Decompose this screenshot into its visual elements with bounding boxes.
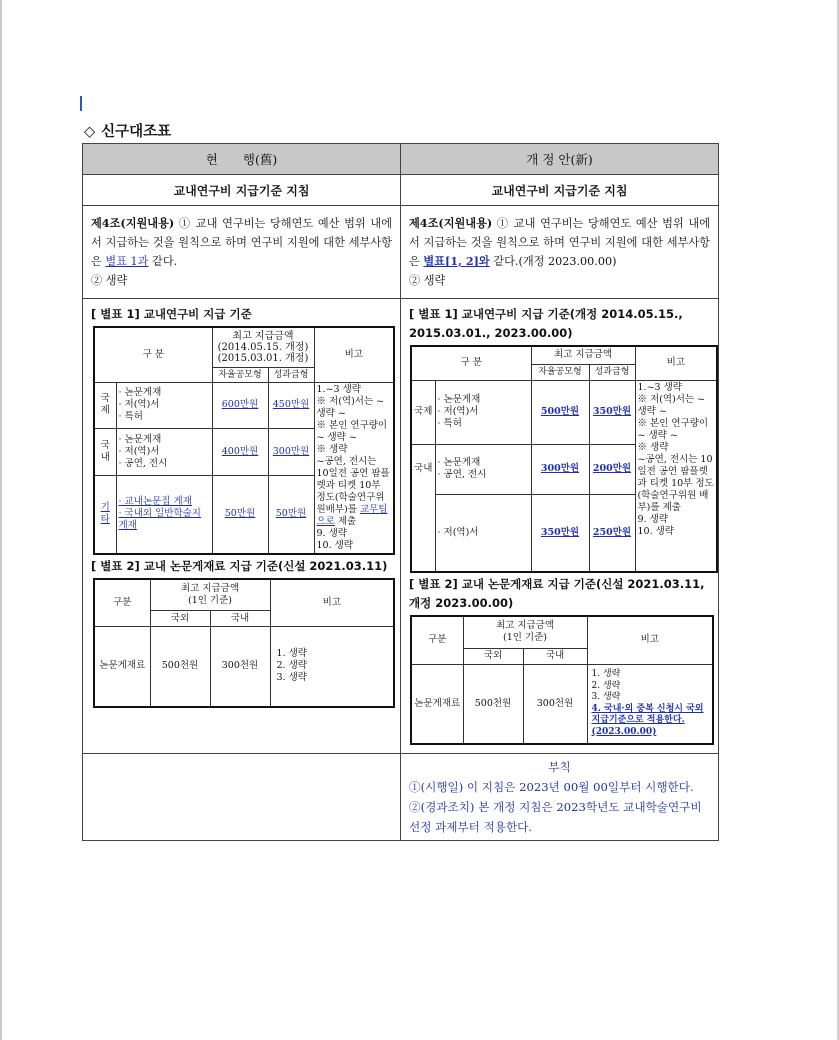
- col-gubun: 구 분: [411, 346, 531, 380]
- header-revised: 개 정 안(新): [401, 144, 719, 175]
- amount-b: 50만원: [268, 476, 314, 554]
- notes-revised: 1.~3 생략 ※ 저(역)서는 ~ 생략 ~ ※ 본인 연구량이 ~ 생략 ~ ※ 생략 ~공연, 전시는 10일전 공연 팜플렛과 티켓 10부 정도(학술연구위원 배부)를 제출 9. 생략 10. 생략: [635, 380, 717, 572]
- appendix-current-cell: [83, 299, 401, 754]
- per-person-label: (1인 기준): [187, 594, 232, 606]
- page-left-edge: [0, 0, 2, 1040]
- article-text: ① 교내 연구비는 당해연도 예산 범위 내에서 지급하는 것을 원칙으로 하며 연구비 지원에 대한 세부사항은: [409, 217, 710, 268]
- appendix-link[interactable]: 별표[1, 2]와: [423, 254, 490, 268]
- max-amount-label: 최고 지급금액: [495, 620, 555, 632]
- appendix2-table-revised: [410, 615, 714, 745]
- article-text: ① 교내 연구비는 당해연도 예산 범위 내에서 지급하는 것을 원칙으로 하며 연구비 지원에 대한 세부사항은: [91, 217, 392, 268]
- per-person-label: (1인 기준): [502, 632, 547, 644]
- article-title: 제4조(지원내용): [409, 216, 493, 230]
- col-max-amount: 최고 지급금액: [531, 346, 635, 364]
- row-category: 국제: [94, 382, 116, 429]
- amount-a: 50만원: [212, 476, 268, 554]
- article-current-cell: [83, 206, 401, 299]
- comparison-table: [82, 143, 719, 841]
- appendix2-caption: [ 별표 2] 교내 논문게재료 지급 기준(신설 2021.03.11): [91, 558, 388, 573]
- addendum-title: 부칙: [548, 760, 571, 774]
- row-items: · 저(역)서: [435, 494, 531, 572]
- appendix1-caption: [ 별표 1] 교내연구비 지급 기준(개정 2014.05.15., 2015.03.01., 2023.00.00): [409, 307, 683, 340]
- revision-note-1: (2014.05.15. 개정): [217, 341, 309, 353]
- notes: [587, 664, 713, 744]
- amount-a: 400만원: [212, 429, 268, 476]
- amount-foreign: 500천원: [463, 664, 523, 744]
- row-category: 국제: [411, 380, 435, 444]
- row-label: 논문게재료: [411, 664, 463, 744]
- new-note-4: 4. 국내·외 중복 신청시 국외 지급기준으로 적용한다.(2023.00.00): [591, 703, 704, 737]
- col-max-amount: [150, 579, 270, 611]
- col-type-a: 자율공모형: [531, 364, 589, 380]
- row-items: · 논문게재 · 저(역)서 · 공연, 전시: [116, 429, 212, 476]
- amount-a: 350만원: [531, 494, 589, 572]
- appendix2-table-current: [93, 578, 395, 708]
- col-max-amount: [463, 616, 587, 648]
- amount-domestic: 300천원: [210, 627, 270, 707]
- amount-a: 300만원: [531, 444, 589, 494]
- article-text-end: 같다.: [148, 255, 178, 268]
- section-heading: [84, 120, 171, 141]
- col-type-b: 성과급형: [589, 364, 635, 380]
- amount-b: 200만원: [589, 444, 635, 494]
- addendum-current-empty: [83, 754, 401, 841]
- col-bigo: 비고: [270, 579, 394, 627]
- appendix2-caption: [ 별표 2] 교내 논문게재료 지급 기준(신설 2021.03.11, 개정 2023.00.00): [409, 577, 705, 610]
- amount-a: 500만원: [531, 380, 589, 444]
- revision-note-2: (2015.03.01. 개정): [217, 352, 309, 364]
- addendum-cell: [401, 754, 719, 841]
- note-text-end: 제출 9. 생략 10. 생략: [316, 515, 357, 551]
- col-gubun: 구분: [94, 579, 150, 627]
- appendix-link[interactable]: 별표 1과: [105, 255, 149, 268]
- notes: 1. 생략 2. 생략 3. 생략: [270, 627, 394, 707]
- row-category: 국내: [94, 429, 116, 476]
- max-amount-label: 최고 지급금액: [232, 330, 294, 342]
- row-items: · 논문게재 · 공연, 전시: [435, 444, 531, 494]
- col-bigo: 비고: [314, 327, 394, 382]
- addendum-p1: ①(시행일) 이 지침은 2023년 00월 00일부터 시행한다.: [409, 780, 694, 794]
- article-revised: [401, 206, 718, 298]
- note-link[interactable]: 교무팀으로: [316, 503, 388, 527]
- appendix1-caption: [ 별표 1] 교내연구비 지급 기준: [91, 307, 252, 321]
- appendix1-table-current: [93, 326, 395, 555]
- col-gubun: 구분: [411, 616, 463, 664]
- amount-foreign: 500천원: [150, 627, 210, 707]
- amount-b: 450만원: [268, 382, 314, 429]
- article-item2: ② 생략: [91, 274, 128, 287]
- article-text-end: 같다.(개정 2023.00.00): [489, 255, 617, 268]
- heading-text: 신구대조표: [101, 124, 172, 140]
- col-bigo: 비고: [635, 346, 717, 380]
- appendix-revised-cell: [401, 299, 719, 754]
- appendix1-table-revised: [410, 345, 718, 573]
- col-type-a: 자율공모형: [212, 367, 268, 382]
- amount-b: 250만원: [589, 494, 635, 572]
- note-text: 1.~3 생략 ※ 저(역)서는 ~ 생략 ~ ※ 본인 연구량이 ~ 생략 ~ ※ 생략 ~공연, 전시는 10일전 공연 팜플렛과 티켓 10부 정도(학술연구위원배부)를: [316, 383, 390, 515]
- subtitle-current: 교내연구비 지급기준 지침: [83, 175, 401, 206]
- col-bigo: 비고: [587, 616, 713, 664]
- header-current: 현 행(舊): [83, 144, 401, 175]
- amount-b: 300만원: [268, 429, 314, 476]
- col-max-amount: [212, 327, 314, 367]
- amount-b: 350만원: [589, 380, 635, 444]
- col-domestic: 국내: [523, 648, 587, 664]
- row-category: 기타: [94, 476, 116, 554]
- addendum-p2: ②(경과조치) 본 개정 지침은 2023학년도 교내학술연구비 선정 과제부터 적용한다.: [409, 800, 702, 834]
- subtitle-revised: 교내연구비 지급기준 지침: [401, 175, 719, 206]
- addendum: [401, 754, 718, 840]
- col-domestic: 국내: [210, 611, 270, 627]
- diamond-icon: ◇: [84, 124, 96, 140]
- text-cursor: [80, 96, 82, 111]
- row-category: 국내: [411, 444, 435, 572]
- row-label: 논문게재료: [94, 627, 150, 707]
- amount-domestic: 300천원: [523, 664, 587, 744]
- notes-current: [314, 382, 394, 554]
- col-gubun: 구 분: [94, 327, 212, 382]
- amount-a: 600만원: [212, 382, 268, 429]
- article-current: [83, 206, 400, 298]
- max-amount-label: 최고 지급금액: [180, 582, 240, 594]
- row-items: · 논문게재 · 저(역)서 · 특허: [116, 382, 212, 429]
- col-type-b: 성과급형: [268, 367, 314, 382]
- col-foreign: 국외: [150, 611, 210, 627]
- row-items: · 논문게재 · 저(역)서 · 특허: [435, 380, 531, 444]
- row-items: · 교내논문집 게재 · 국내외 일반학술지 게재: [116, 476, 212, 554]
- article-title: 제4조(지원내용): [91, 216, 175, 230]
- article-item2: ② 생략: [409, 274, 446, 287]
- notes-text: 1. 생략 2. 생략 3. 생략: [591, 669, 621, 703]
- col-foreign: 국외: [463, 648, 523, 664]
- article-revised-cell: [401, 206, 719, 299]
